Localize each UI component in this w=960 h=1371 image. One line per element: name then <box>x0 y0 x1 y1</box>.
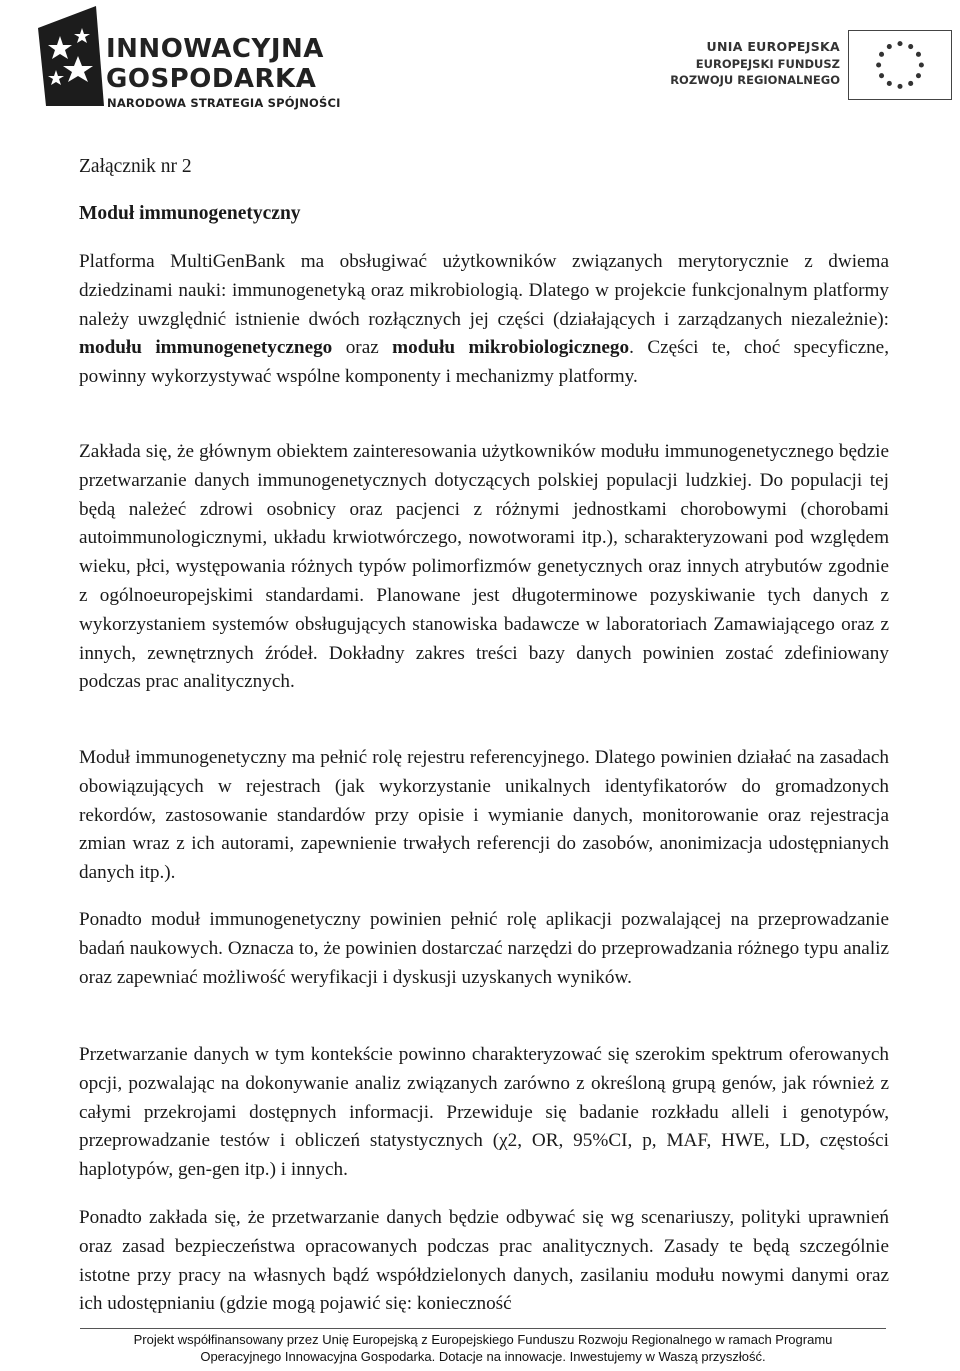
p1-text-c: oraz <box>332 337 393 359</box>
paragraph-3: Moduł immunogenetyczny ma pełnić rolę rejestru referencyjnego. Dlatego powinien działać na zasadach obowiązujących w rejestrach (jak wykorzystanie unikalnych identyfikatorów do gromadzonych rekordów, zastosowanie standardów przy opisie i wymianie danych, monitorowanie oraz rejestracja zmian wraz z ich autorami, zapewnienie trwałych referencji do zasobów, anonimizacja udostępnianych danych itp.). <box>79 747 889 884</box>
eu-logo-text <box>670 38 840 88</box>
logo-line-gospodarka: GOSPODARKA <box>106 64 317 94</box>
eu-line-fundusz: EUROPEJSKI FUNDUSZ <box>695 57 840 71</box>
eu-line-rozwoju: ROZWOJU REGIONALNEGO <box>670 73 840 87</box>
eu-logo <box>660 30 952 102</box>
paragraph-2: Zakłada się, że głównym obiektem zainteresowania użytkowników modułu immunogenetycznego będzie przetwarzanie danych immunogenetycznych dotyczących polskiej populacji ludzkiej. Do populacji tej będą należeć zdrowi osobnicy oraz pacjenci z różnymi jednostkami chorobowymi (chorobami autoimmunologicznymi, układu krwiotwórczego, nowotworami itp.), scharakteryzowani pod względem wieku, płci, występowania różnych typów polimorfizmów genetycznych oraz innych atrybutów zgodnie z ogólnoeuropejskimi standardami. Planowane jest długoterminowe pozyskiwanie tych danych z wykorzystaniem systemów obsługujących stanowiska badawcze w laboratoriach Zamawiającego oraz z innych, zewnętrznych źródeł. Dokładny zakres treści bazy danych powinien zostać zdefiniowany podczas prac analitycznych. <box>79 441 889 693</box>
page-footer <box>80 1328 886 1365</box>
paragraph-1 <box>79 248 889 392</box>
paragraph-6: Ponadto zakłada się, że przetwarzanie danych będzie odbywać się wg scenariuszy, polityki uprawnień oraz zasad bezpieczeństwa opracowanych podczas prac analitycznych. Zasady te będą szczególnie istotne przy pracy na własnych bądź współdzielonych danych, zasilaniu modułu nowymi danymi oraz ich udostępnianiu (gdzie mogą pojawić się: konieczność <box>79 1207 889 1315</box>
p1-bold-microbiological: modułu mikrobiologicznego <box>392 337 630 359</box>
innowacyjna-gospodarka-logo <box>38 6 358 114</box>
p1-text-e: . Części te, choć specyficzne, powinny wykorzystywać wspólne komponenty i mechanizmy platformy. <box>79 337 889 388</box>
p1-text-a: Platforma MultiGenBank ma obsługiwać użytkowników związanych merytorycznie z dwiema dziedzinami nauki: immunogenetyką oraz mikrobiologią. Dlatego w projekcie funkcjonalnym platformy należy uwzględnić istnienie dwóch rozłącznych jej części (działających i zarządzanych niezależnie): <box>79 251 889 330</box>
attachment-label: Załącznik nr 2 <box>79 156 192 177</box>
eu-flag-icon <box>848 30 952 100</box>
paragraph-5: Przetwarzanie danych w tym kontekście powinno charakteryzować się szerokim spektrum oferowanych opcji, pozwalając na dokonywanie analiz związanych zarówno z określoną grupą genów, jak również z całymi przekrojami dostępnych informacji. Przewiduje się badanie rozkładu alleli i genotypów, przeprowadzanie testów i obliczeń statystycznych (χ2, OR, 95%CI, p, MAF, HWE, LD, częstości haplotypów, gen-gen itp.) i innych. <box>79 1044 889 1181</box>
p1-bold-immunogenetic: modułu immunogenetycznego <box>79 337 333 359</box>
stars-emblem-icon <box>38 6 104 106</box>
eu-line-unia: UNIA EUROPEJSKA <box>706 39 840 54</box>
module-title: Moduł immunogenetyczny <box>79 203 301 224</box>
footer-line-1: Projekt współfinansowany przez Unię Europejską z Europejskiego Funduszu Rozwoju Regionalnego w ramach Programu <box>133 1332 833 1347</box>
paragraph-4: Ponadto moduł immunogenetyczny powinien pełnić rolę aplikacji pozwalającej na przeprowadzanie badań naukowych. Oznacza to, że powinien dostarczać narzędzi do przeprowadzania różnego typu analiz oraz zapewniać możliwość weryfikacji i dyskusji uzyskanych wyników. <box>79 909 889 988</box>
logo-line-innowacyjna: INNOWACYJNA <box>106 34 324 64</box>
footer-line-2: Operacyjnego Innowacyjna Gospodarka. Dotacje na innowacje. Inwestujemy w Waszą przyszłość. <box>200 1349 766 1364</box>
logo-line-strategia: NARODOWA STRATEGIA SPÓJNOŚCI <box>107 96 341 110</box>
